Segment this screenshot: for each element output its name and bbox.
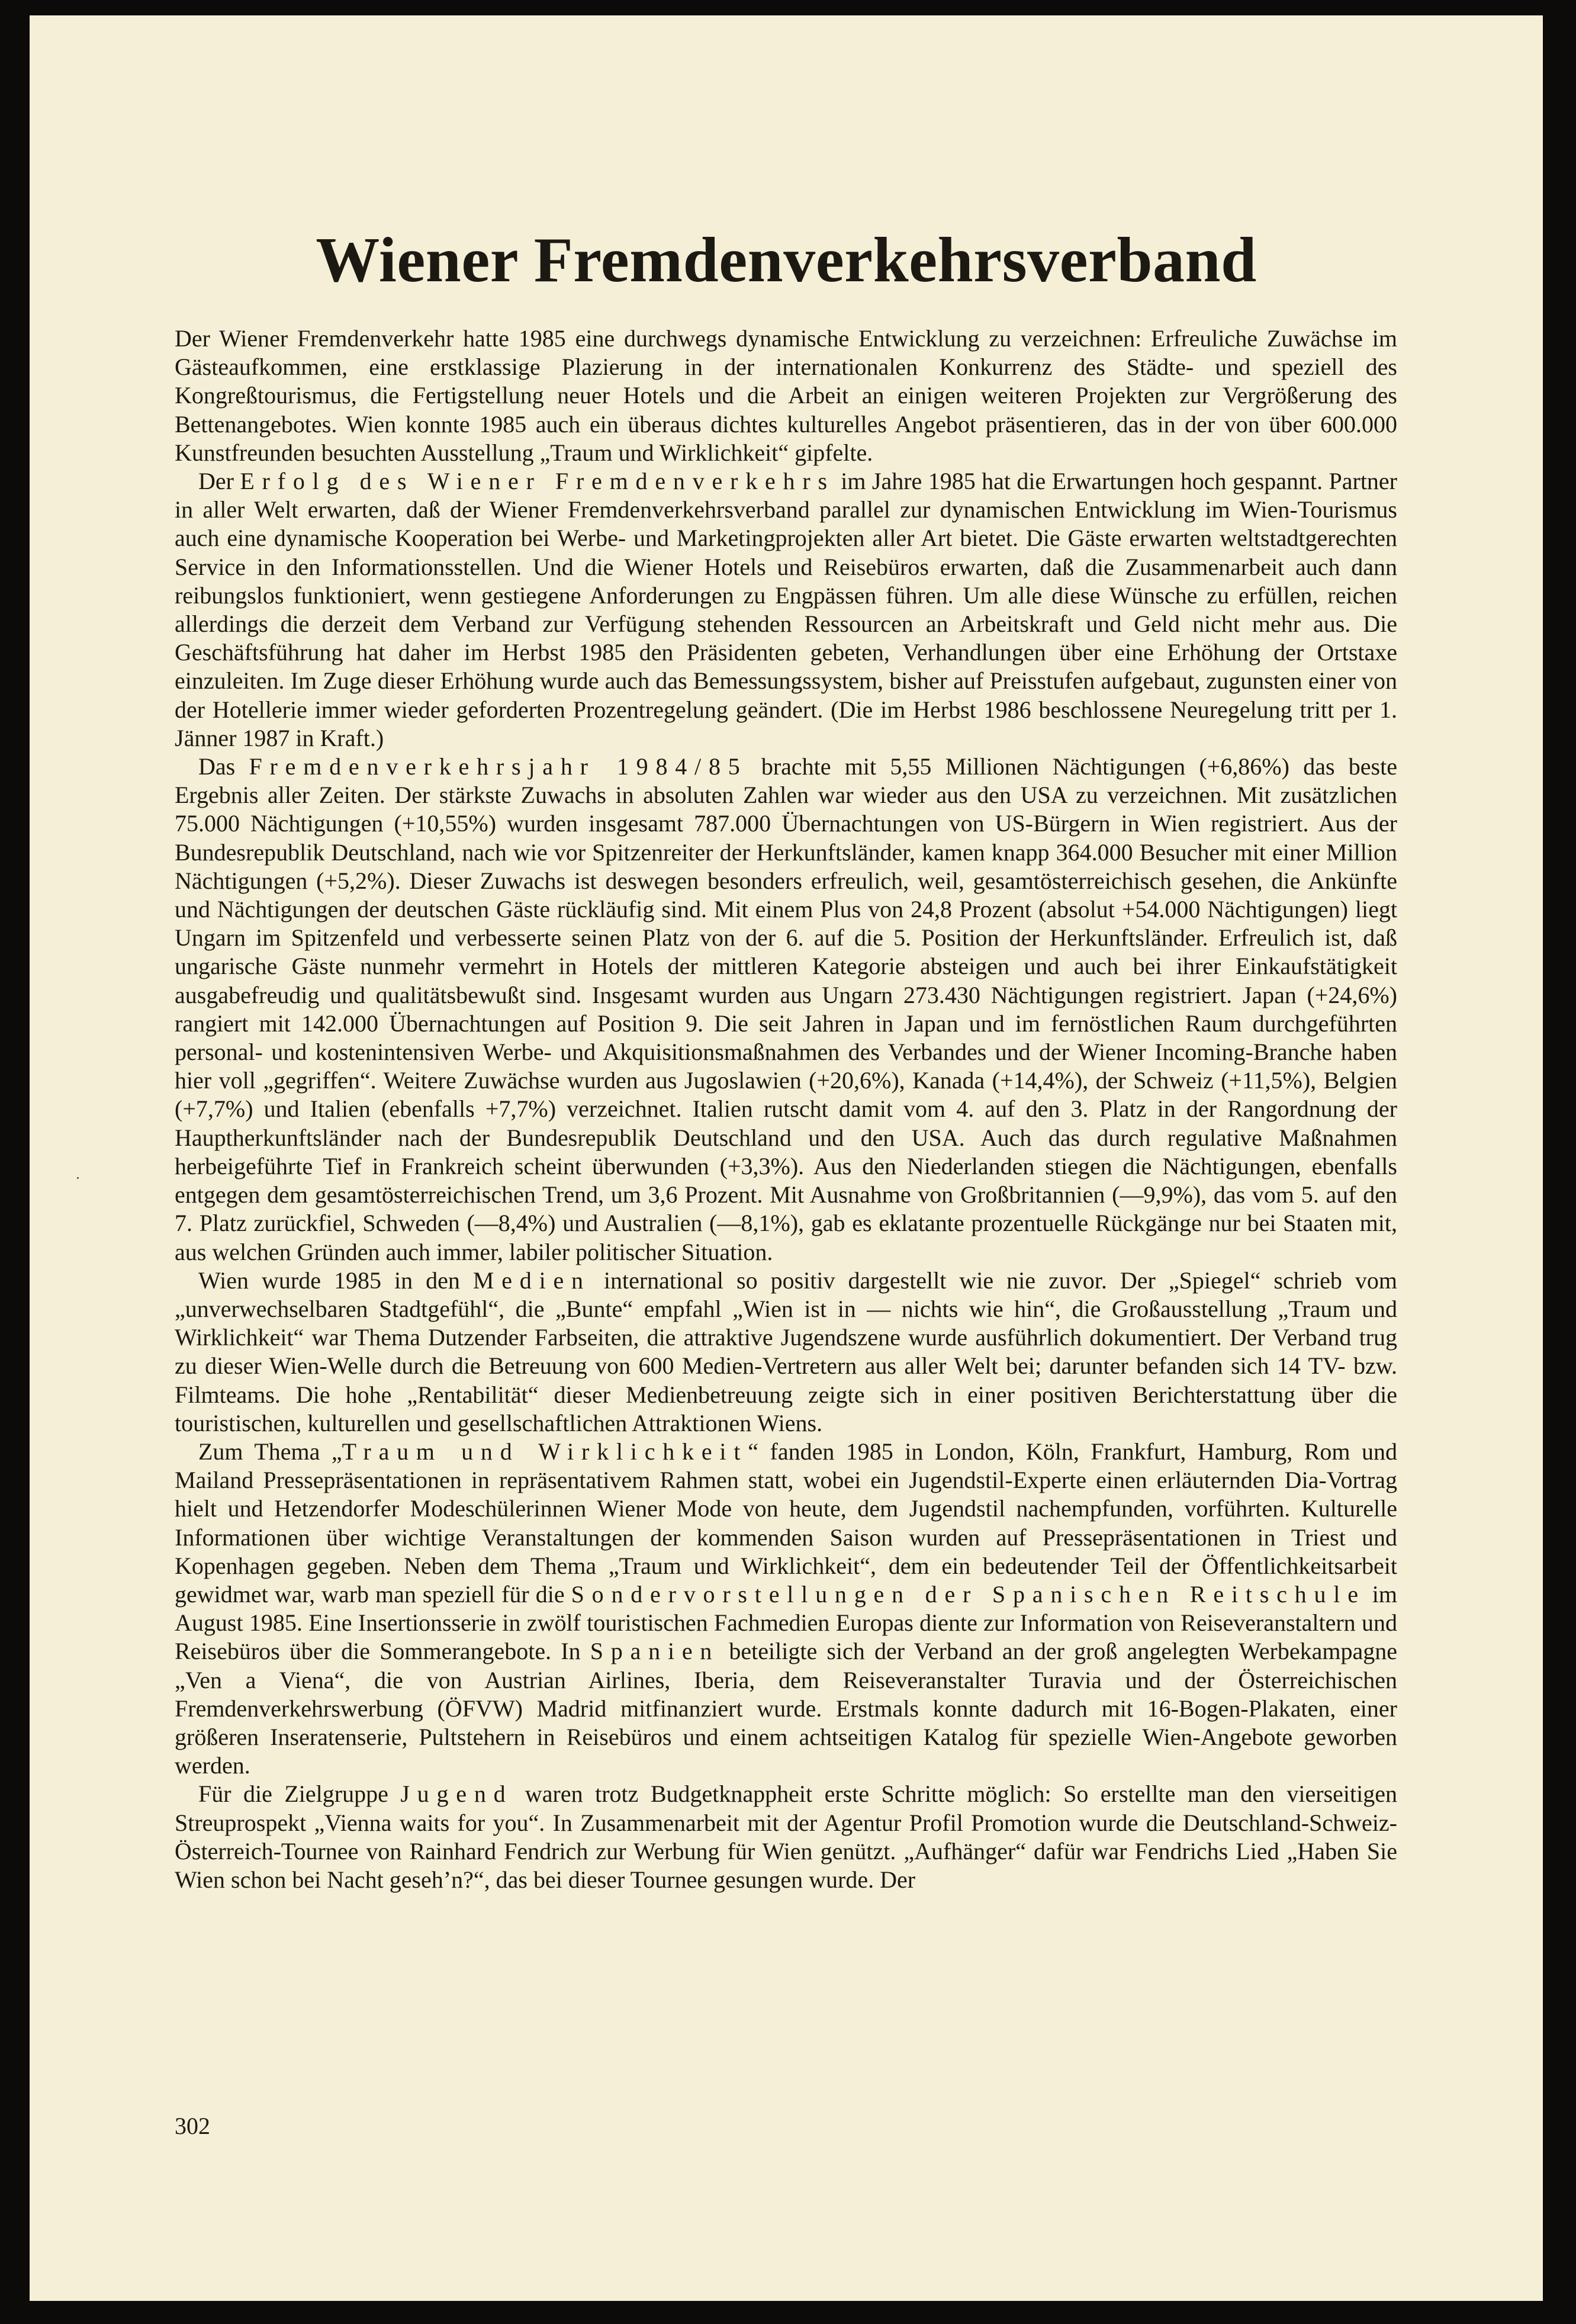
spaced-keyword: Sondervorstellungen der Spanischen Reitschule [571, 1580, 1366, 1608]
spaced-keyword: Medien [472, 1267, 591, 1294]
paragraph-intro [175, 324, 1397, 467]
spaced-keyword: Erfolg des Wiener Fremdenverkehrs [240, 468, 835, 495]
paragraph-segment: im August 1985. Eine Insertionsserie in zwölf touristischen Fachmedien Europas diente zur Information von Reiseveranstaltern und Reisebüros über die Sommerangebote. In [175, 1580, 1397, 1665]
page-number: 302 [175, 2113, 210, 2139]
paragraph-segment: “ fanden 1985 in London, Köln, Frankfurt, Hamburg, Rom und Mailand Pressepräsentationen in repräsentativem Rahmen statt, wobei ein Jugendstil-Experte einen erläuternden Dia-Vortrag hielt und Hetzendorfer Modeschülerinnen Wiener Mode von heute, dem Jugendstil nachempfunden, vorführten. Kulturelle Informationen über wichtige Veranstaltungen der kommenden Saison wurden auf Pressepräsentationen in Triest und Kopenhagen gegeben. Neben dem Thema „Traum und Wirklichkeit“, dem ein bedeutender Teil der Öffentlichkeitsarbeit gewidmet war, warb man speziell für die [175, 1438, 1398, 1608]
paragraph-text: international so positiv dargestellt wie nie zuvor. Der „Spiegel“ schrieb vom „unverwechselbaren Stadtgefühl“, die „Bunte“ empfahl „Wien ist in — nichts wie hin“, die Großausstellung „Traum und Wirklichkeit“ war Thema Dutzender Farbseiten, die attraktive Jugendszene wurde ausführlich dokumentiert. Der Verband trug zu dieser Wien-Welle durch die Betreuung von 600 Medien-Vertretern aus aller Welt bei; darunter befanden sich 14 TV- bzw. Filmteams. Die hohe „Rentabilität“ dieser Medienbetreuung zeigte sich in einer positiven Berichterstattung über die touristischen, kulturellen und gesellschaftlichen Attraktionen Wiens. [175, 1267, 1397, 1436]
paragraph-lead: Wien wurde 1985 in den [198, 1267, 473, 1294]
page-title: Wiener Fremdenverkehrsverband [316, 225, 1257, 295]
paragraph-lead: Das [198, 753, 249, 780]
spaced-keyword: Spanien [590, 1638, 720, 1665]
paragraph-segment: Zum Thema „ [198, 1438, 342, 1465]
paragraph-lead: Der [198, 468, 240, 495]
paragraph-text: waren trotz Budgetknappheit erste Schritte möglich: So erstellte man den vierseitigen Streuprospekt „Vienna waits for you“. In Zusammenarbeit mit der Agentur Profil Promotion wurde die Deutschland-Schweiz-Österreich-Tournee von Rainhard Fendrich zur Werbung für Wien genützt. „Aufhänger“ dafür war Fendrichs Lied „Haben Sie Wien schon bei Nacht geseh’n?“, das bei dieser Tournee gesungen wurde. Der [175, 1780, 1398, 1893]
document-page [30, 15, 1543, 2301]
paragraph-jugend [175, 1780, 1397, 1894]
paragraph-traum-und-wirklichkeit [175, 1438, 1397, 1780]
paragraph-fremdenverkehrsjahr [175, 753, 1397, 1267]
paper-speck [77, 1177, 79, 1179]
article-body [175, 324, 1397, 1894]
paragraph-text: im Jahre 1985 hat die Erwartungen hoch gespannt. Partner in aller Welt erwarten, daß der Wiener Fremdenverkehrsverband parallel zur dynamischen Entwicklung im Wien-Tourismus auch eine dynamische Kooperation bei Werbe- und Marketingprojekten aller Art bietet. Die Gäste erwarten weltstadtgerechten Service in den Informationsstellen. Und die Wiener Hotels und Reisebüros erwarten, daß die Zusammenarbeit auch dann reibungslos funktioniert, wenn gestiegene Anforderungen zu Engpässen führen. Um alle diese Wünsche zu erfüllen, reichen allerdings die derzeit dem Verband zur Verfügung stehenden Ressourcen an Arbeitskraft und Geld nicht mehr aus. Die Geschäftsführung hat daher im Herbst 1985 den Präsidenten gebeten, Verhandlungen über eine Erhöhung der Ortstaxe einzuleiten. Im Zuge dieser Erhöhung wurde auch das Bemessungssystem, bisher auf Preisstufen aufgebaut, zugunsten einer von der Hotellerie immer wieder geforderten Prozentregelung geändert. (Die im Herbst 1986 beschlossene Neuregelung tritt per 1. Jänner 1987 in Kraft.) [175, 468, 1398, 751]
spaced-keyword: Traum und Wirklichkeit [342, 1438, 748, 1465]
paragraph-segment: beteiligte sich der Verband an der groß angelegten Werbekampagne „Ven a Viena“, die von Austrian Airlines, Iberia, dem Reiseveranstalter Turavia und der Österreichischen Fremdenverkehrswerbung (ÖFVW) Madrid mitfinanziert wurde. Erstmals konnte dadurch mit 16-Bogen-Plakaten, einer größeren Inseratenserie, Pultstehern in Reisebüros und einem achtseitigen Katalog für spezielle Wien-Angebote geworben werden. [175, 1638, 1397, 1779]
paragraph-lead: Für die Zielgruppe [198, 1780, 401, 1808]
spaced-keyword: Jugend [400, 1780, 513, 1808]
paragraph-medien [175, 1267, 1397, 1438]
paragraph-erfolg [175, 467, 1397, 753]
paragraph-text: brachte mit 5,55 Millionen Nächtigungen (+6,86%) das beste Ergebnis aller Zeiten. Der stärkste Zuwachs in absoluten Zahlen war wieder aus den USA zu verzeichnen. Mit zusätzlichen 75.000 Nächtigungen (+10,55%) wurden insgesamt 787.000 Übernachtungen von US-Bürgern in Wien registriert. Aus der Bundesrepublik Deutschland, nach wie vor Spitzenreiter der Herkunftsländer, kamen knapp 364.000 Besucher mit einer Million Nächtigungen (+5,2%). Dieser Zuwachs ist deswegen besonders erfreulich, weil, gesamtösterreichisch gesehen, die Ankünfte und Nächtigungen der deutschen Gäste rückläufig sind. Mit einem Plus von 24,8 Prozent (absolut +54.000 Nächtigungen) liegt Ungarn im Spitzenfeld und verbesserte seinen Platz von der 6. auf die 5. Position der Herkunftsländer. Erfreulich ist, daß ungarische Gäste nunmehr vermehrt in Hotels der mittleren Kategorie absteigen und auch bei ihrer Einkaufstätigkeit ausgabefreudig und qualitätsbewußt sind. Insgesamt wurden aus Ungarn 273.430 Nächtigungen registriert. Japan (+24,6%) rangiert mit 142.000 Übernachtungen auf Position 9. Die seit Jahren in Japan und im fernöstlichen Raum durchgeführten personal- und kostenintensiven Werbe- und Akquisitionsmaßnahmen des Verbandes und der Wiener Incoming-Branche haben hier voll „gegriffen“. Weitere Zuwächse wurden aus Jugoslawien (+20,6%), Kanada (+14,4%), der Schweiz (+11,5%), Belgien (+7,7%) und Italien (ebenfalls +7,7%) verzeichnet. Italien rutscht damit vom 4. auf den 3. Platz in der Rangordnung der Hauptherkunftsländer nach der Bundesrepublik Deutschland und den USA. Auch das durch regulative Maßnahmen herbeigeführte Tief in Frankreich scheint überwunden (+3,3%). Aus den Niederlanden stiegen die Nächtigungen, ebenfalls entgegen dem gesamtösterreichischen Trend, um 3,6 Prozent. Mit Ausnahme von Großbritannien (—9,9%), das vom 5. auf den 7. Platz zurückfiel, Schweden (—8,4%) und Australien (—8,1%), gab es eklatante prozentuelle Rückgänge nur bei Staaten mit, aus welchen Gründen auch immer, labiler politischer Situation. [175, 753, 1397, 1265]
spaced-keyword: Fremdenverkehrsjahr 1984/85 [249, 753, 748, 780]
paragraph-text: Der Wiener Fremdenverkehr hatte 1985 eine durchwegs dynamische Entwicklung zu verzeichnen: Erfreuliche Zuwächse im Gästeaufkommen, eine erstklassige Plazierung in der internationalen Konkurrenz des Städte- und speziell des Kongreßtourismus, die Fertigstellung neuer Hotels und die Arbeit an einigen weiteren Projekten zur Vergrößerung des Bettenangebotes. Wien konnte 1985 auch ein überaus dichtes kulturelles Angebot präsentieren, das in der von über 600.000 Kunstfreunden besuchten Ausstellung „Traum und Wirklichkeit“ gipfelte. [175, 325, 1397, 466]
